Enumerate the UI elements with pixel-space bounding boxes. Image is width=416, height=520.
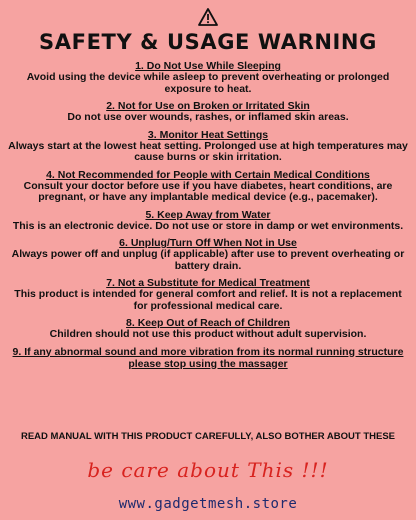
warning-item-body: Avoid using the device while asleep to prevent overheating or prolonged exposure to heat. (26, 71, 390, 95)
warning-item-3 (6, 129, 410, 164)
warning-item-body: This is an electronic device. Do not use or store in damp or wet environments. (12, 219, 404, 232)
warning-item-body: Consult your doctor before use if you have diabetes, heart conditions, are pregnant, or have any implantable medical device (e.g., pacemaker). (23, 179, 393, 203)
warning-item-1 (6, 60, 410, 95)
warning-item-title: 7. Not a Substitute for Medical Treatment (106, 277, 310, 289)
warning-item-title: 5. Keep Away from Water (145, 208, 271, 221)
website-url: www.gadgetmesh.store (118, 496, 298, 512)
handwritten-reminder: be care about This !!! (87, 458, 329, 482)
warning-item-title: 4. Not Recommended for People with Certain Medical Conditions (46, 168, 370, 181)
warning-item-6 (6, 237, 410, 272)
warning-item-title: 3. Monitor Heat Settings (147, 128, 269, 141)
warning-item-body: This product is intended for general comfort and relief. It is not a replacement for professional medical care. (14, 288, 402, 312)
manual-note: READ MANUAL WITH THIS PRODUCT CAREFULLY, ALSO BOTHER ABOUT THESE (20, 431, 396, 442)
warning-item-title: 8. Keep Out of Reach of Children (126, 317, 290, 329)
warning-item-title: 6. Unplug/Turn Off When Not in Use (119, 237, 297, 249)
warning-item-7 (6, 277, 410, 312)
warning-item-2 (6, 100, 410, 124)
warning-item-title: 9. If any abnormal sound and more vibration from its normal running structure please stop using the massager (12, 345, 404, 370)
warning-item-body: Always power off and unplug (if applicable) after use to prevent overheating or battery drain. (11, 248, 405, 272)
warning-item-title: 2. Not for Use on Broken or Irritated Skin (106, 100, 310, 112)
warning-list (6, 60, 410, 375)
warning-item-4 (6, 169, 410, 204)
warning-item-title: 1. Do Not Use While Sleeping (135, 60, 281, 72)
warning-item-5 (6, 209, 410, 233)
warning-item-body: Always start at the lowest heat setting. Prolonged use at high temperatures may cause burns or skin irritation. (8, 139, 408, 163)
warning-item-body: Do not use over wounds, rashes, or inflamed skin areas. (67, 111, 349, 123)
warning-item-body: Children should not use this product without adult supervision. (49, 328, 367, 340)
page-title: SAFETY & USAGE WARNING (39, 30, 377, 54)
warning-item-9 (6, 346, 410, 370)
warning-triangle-icon (198, 8, 218, 26)
warning-item-8 (6, 317, 410, 341)
